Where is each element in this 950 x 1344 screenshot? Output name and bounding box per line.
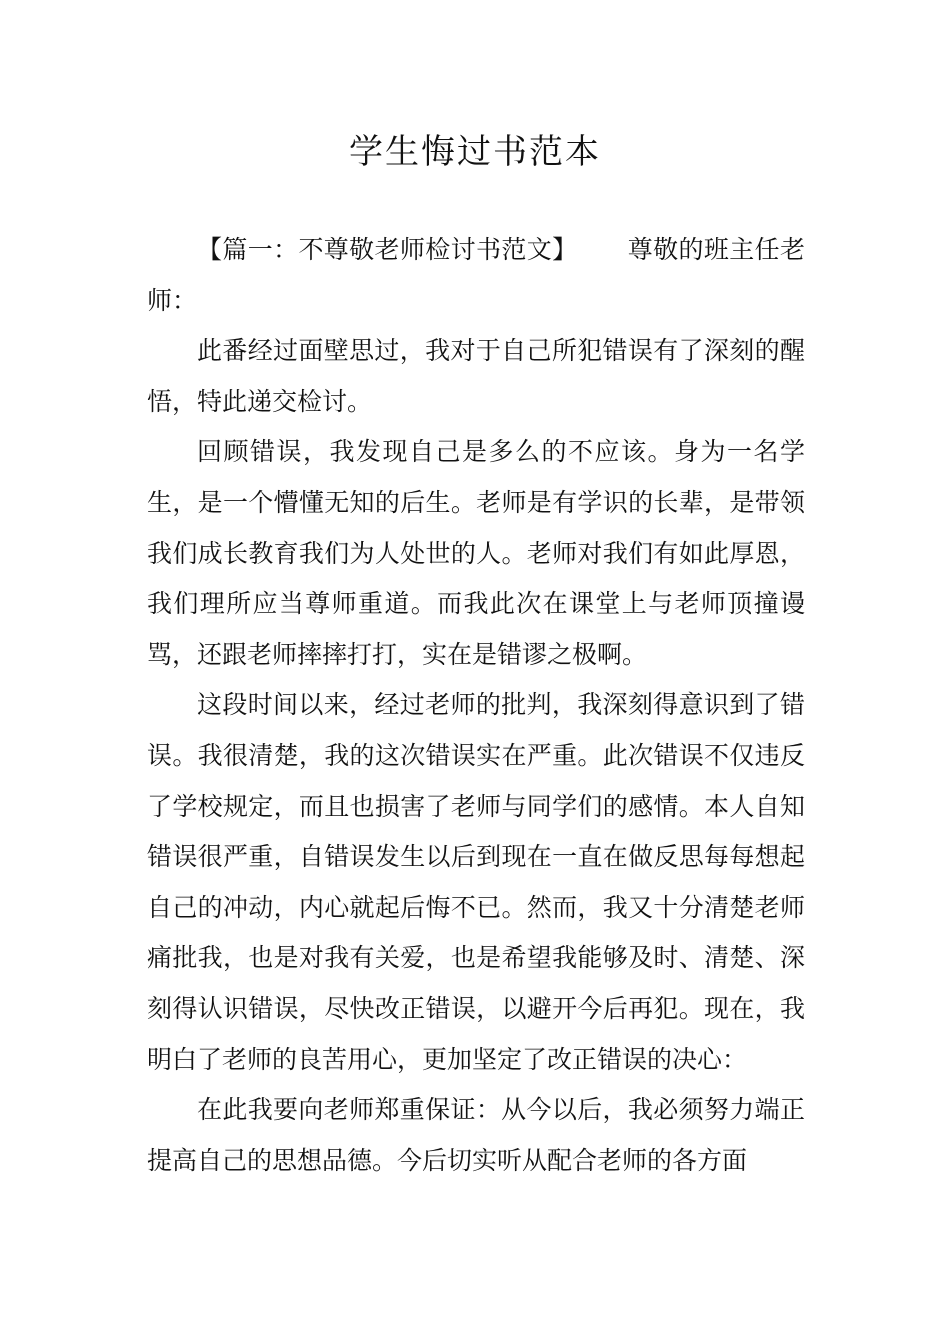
salutation: 尊敬的班主任老师： bbox=[147, 235, 805, 315]
paragraph-4: 在此我要向老师郑重保证：从今以后，我必须努力端正提高自己的思想品德。今后切实听从配合老师的各方面 bbox=[147, 1095, 805, 1175]
paragraph-2: 回顾错误，我发现自己是多么的不应该。身为一名学生，是一个懵懂无知的后生。老师是有学识的长辈，是带领我们成长教育我们为人处世的人。老师对我们有如此厚恩，我们理所应当尊师重道。而我此次在课堂上与老师顶撞谩骂，还跟老师摔摔打打，实在是错谬之极啊。 bbox=[147, 437, 805, 669]
document-body bbox=[147, 225, 805, 1186]
document-title: 学生悔过书范本 bbox=[349, 132, 601, 172]
opening-paragraph bbox=[147, 225, 805, 326]
paragraph-1: 此番经过面壁思过，我对于自己所犯错误有了深刻的醒悟，特此递交检讨。 bbox=[147, 336, 805, 416]
section-heading: 【篇一：不尊敬老师检讨书范文】 bbox=[197, 235, 578, 264]
paragraph-3: 这段时间以来，经过老师的批判，我深刻得意识到了错误。我很清楚，我的这次错误实在严重。此次错误不仅违反了学校规定，而且也损害了老师与同学们的感情。本人自知错误很严重，自错误发生以后到现在一直在做反思每每想起自己的冲动，内心就起后悔不已。然而，我又十分清楚老师痛批我，也是对我有关爱，也是希望我能够及时、清楚、深刻得认识错误，尽快改正错误，以避开今后再犯。现在，我明白了老师的良苦用心，更加坚定了改正错误的决心： bbox=[147, 690, 805, 1074]
